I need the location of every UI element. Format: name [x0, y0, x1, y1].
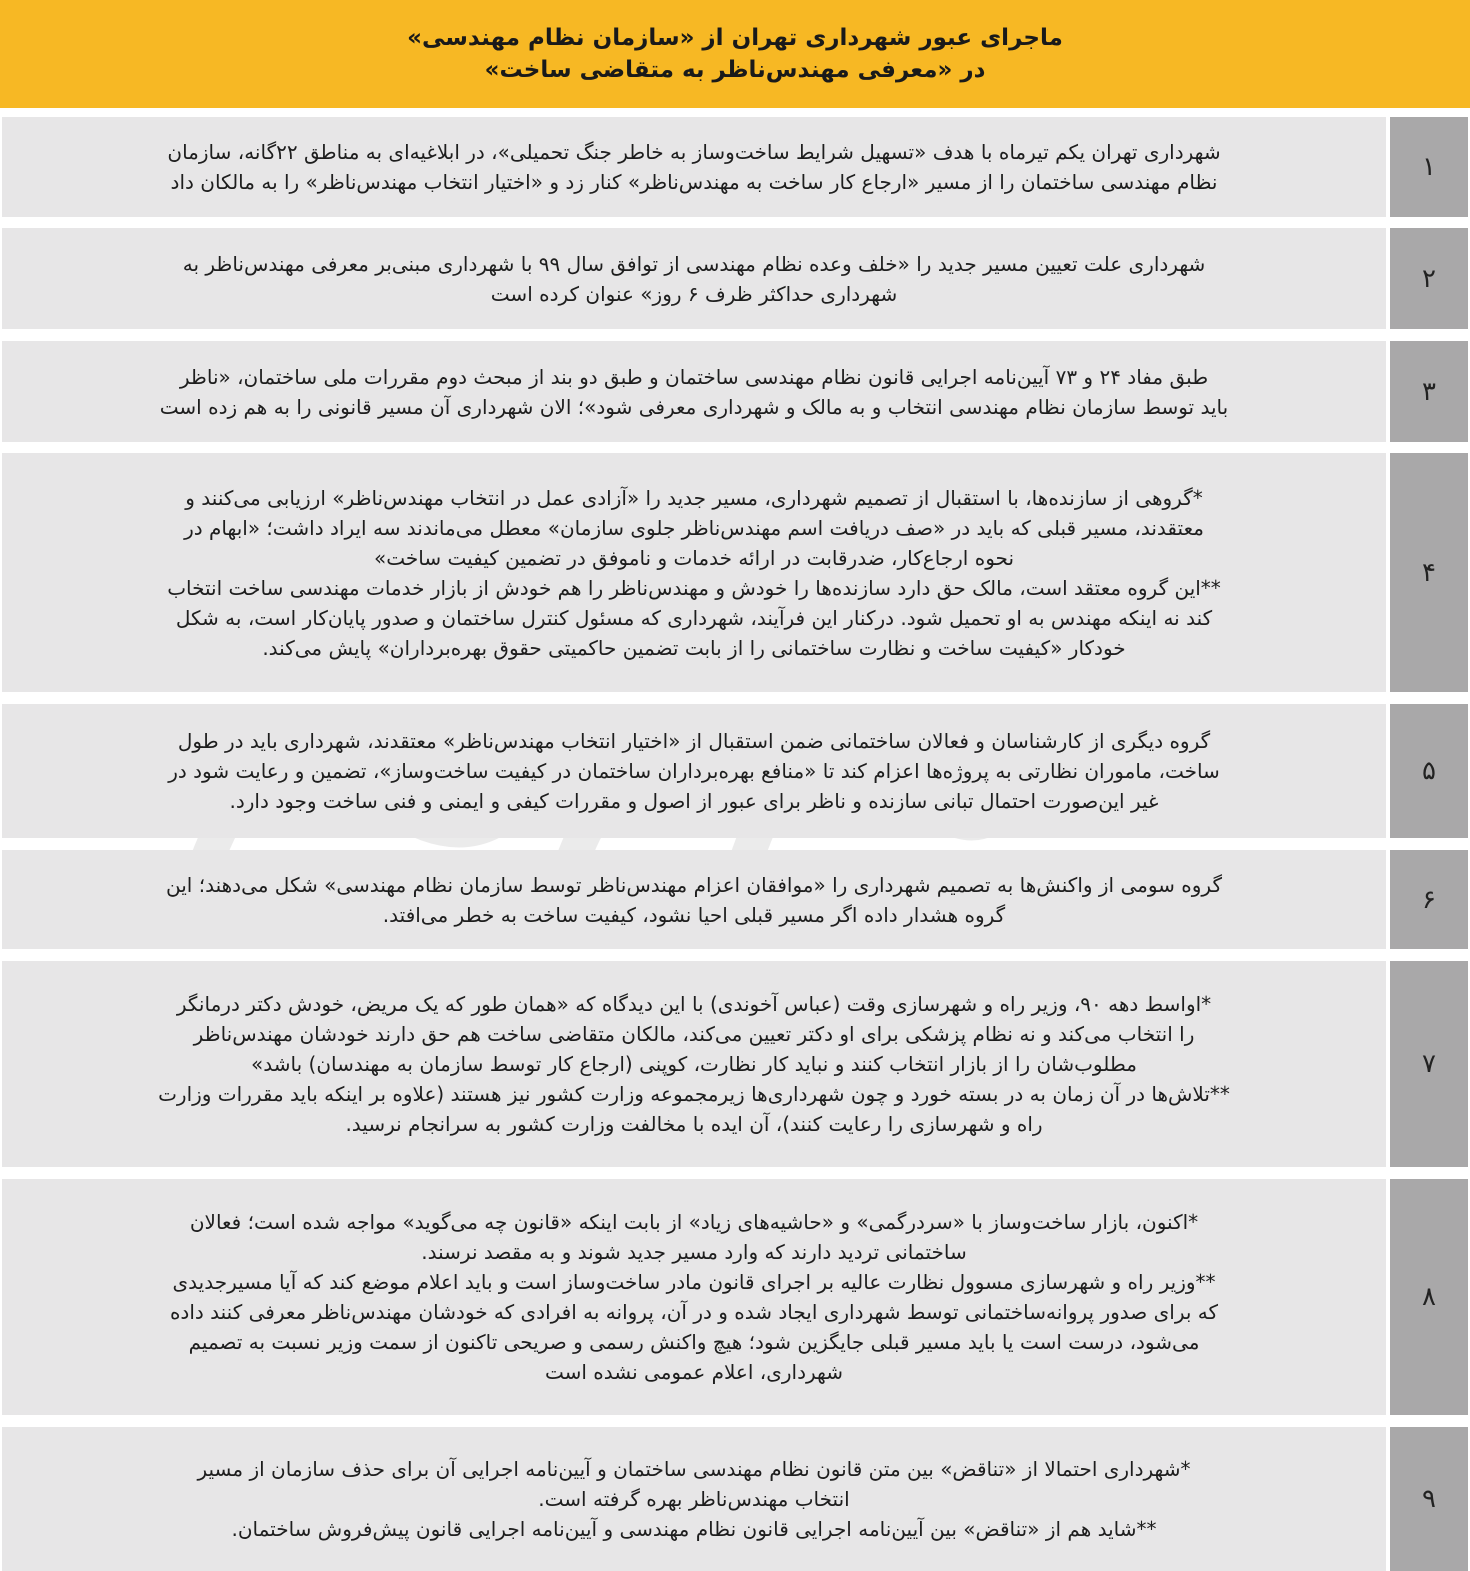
row-text-line: گروه سومی از واکنش‌ها به تصمیم شهرداری را «موافقان اعزام مهندس‌ناظر توسط سازمان نظام مهندسی» شکل می‌دهند؛ این — [166, 872, 1222, 897]
row-text — [2, 850, 1386, 949]
row-text-line: انتخاب مهندس‌ناظر بهره گرفته است. — [538, 1487, 850, 1511]
row-text-line: را انتخاب می‌کند و نه نظام پزشکی برای او دکتر تعیین می‌کند، مالکان متقاضی ساخت هم حق دارند خودشان مهندس‌ناظر — [193, 1022, 1195, 1046]
row-text-line: راه و شهرسازی را رعایت کنند)، آن ایده با مخالفت وزارت کشور به سرانجام نرسید. — [345, 1112, 1043, 1136]
row-text-line: باید توسط سازمان نظام مهندسی انتخاب و به مالک و شهرداری معرفی شود»؛ الان شهرداری آن مسیر قانونی را به هم زده است — [159, 394, 1229, 419]
row-text — [2, 1427, 1386, 1571]
row-text-line: شهرداری علت تعیین مسیر جدید را «خلف وعده نظام مهندسی از توافق سال ۹۹ با شهرداری مبنی‌بر معرفی مهندس‌ناظر به — [182, 251, 1206, 276]
row-text — [2, 117, 1386, 217]
row-text-line: که برای صدور پروانه‌ساختمانی توسط شهرداری ایجاد شده و در آن، پروانه به افرادی که خودشان مهندس‌ناظر معرفی کنند داده — [169, 1300, 1219, 1324]
row-text-line: خودکار «کیفیت ساخت و نظارت ساختمانی را از بابت تضمین حاکمیتی حقوق بهره‌برداران» پایش می‌کند. — [262, 635, 1126, 660]
row-text — [2, 961, 1386, 1167]
row-text-line: *اواسط دهه ۹۰، وزیر راه و شهرسازی وقت (عباس آخوندی) با این دیدگاه که «همان طور که یک مریض، خودش دکتر درمانگر — [176, 992, 1212, 1016]
row-text-line: *اکنون، بازار ساخت‌وساز با «سردرگمی» و «حاشیه‌های زیاد» از بابت اینکه «قانون چه می‌گوید» مواجه شده است؛ فعالان — [189, 1210, 1199, 1234]
row-number: ۴ — [1390, 453, 1468, 692]
row-number: ۳ — [1390, 341, 1468, 442]
row-text-line: **شاید هم از «تناقض» بین آیین‌نامه اجرایی قانون نظام مهندسی و آیین‌نامه اجرایی قانون پیش‌فروش ساختمان. — [231, 1517, 1157, 1541]
row-text-line: **تلاش‌ها در آن زمان به در بسته خورد و چون شهرداری‌ها زیرمجموعه وزارت کشور نیز هستند (علاوه بر اینکه باید مقررات وزارت — [158, 1082, 1230, 1106]
row-text-line: شهرداری حداکثر ظرف ۶ روز» عنوان کرده است — [490, 281, 898, 306]
table-row — [2, 228, 1468, 329]
table-row — [2, 1179, 1468, 1415]
row-number: ۲ — [1390, 228, 1468, 329]
row-text-line: می‌شود، درست است یا باید مسیر قبلی جایگزین شود؛ هیچ واکنش رسمی و صریحی تاکنون از سمت وزیر نسبت به تصمیم — [188, 1330, 1200, 1354]
row-text-line: معتقدند، مسیر قبلی که باید در «صف دریافت اسم مهندس‌ناظر جلوی سازمان» معطل می‌ماندند سه ایراد داشت؛ «ابهام در — [184, 515, 1204, 540]
row-text-line: شهرداری تهران یکم تیرماه با هدف «تسهیل شرایط ساخت‌وساز به خاطر جنگ تحمیلی»، در ابلاغیه‌ای به مناطق ۲۲گانه، سازمان — [167, 140, 1221, 164]
row-text-line: ساخت، ماموران نظارتی به پروژه‌ها اعزام کند تا «منافع بهره‌برداران ساختمان در کیفیت ساخت‌وساز»، تضمین و رعایت شود در — [168, 759, 1220, 783]
row-text-line: گروه هشدار داده اگر مسیر قبلی احیا نشود، کیفیت ساخت به خطر می‌افتد. — [382, 902, 1006, 927]
row-number: ۶ — [1390, 850, 1468, 949]
row-text — [2, 1179, 1386, 1415]
row-text-line: مطلوب‌شان را از بازار انتخاب کنند و نباید کار نظارت، کوپنی (ارجاع کار توسط سازمان به مهندسان) باشد» — [251, 1052, 1137, 1076]
row-text-line: غیر این‌صورت احتمال تبانی سازنده و ناظر برای عبور از اصول و مقررات کیفی و ایمنی و فنی ساخت وجود دارد. — [229, 789, 1159, 813]
row-number: ۹ — [1390, 1427, 1468, 1571]
table-row — [2, 453, 1468, 692]
row-text-line: ساختمانی تردید دارند که وارد مسیر جدید شوند و به مقصد نرسند. — [421, 1240, 967, 1264]
row-text — [2, 228, 1386, 329]
table-row — [2, 961, 1468, 1167]
page-title-line-2: در «معرفی مهندس‌ناظر به متقاضی ساخت» — [484, 57, 986, 83]
table-row — [2, 1427, 1468, 1571]
table-row — [2, 341, 1468, 442]
row-text-line: نظام مهندسی ساختمان را از مسیر «ارجاع کار ساخت به مهندس‌ناظر» کنار زد و «اختیار انتخاب مهندس‌ناظر» را به مالکان داد — [170, 170, 1218, 194]
table-row — [2, 117, 1468, 217]
row-text-line: گروه دیگری از کارشناسان و فعالان ساختمانی ضمن استقبال از «اختیار انتخاب مهندس‌ناظر» معتقدند، شهرداری باید در طول — [177, 729, 1211, 753]
row-text-line: شهرداری، اعلام عمومی نشده است — [544, 1360, 844, 1384]
row-text-line: کند نه اینکه مهندس به او تحمیل شود. درکنار این فرآیند، شهرداری که مسئول کنترل ساختمان و صدور پایان‌کار است، به شکل — [175, 605, 1213, 630]
row-text — [2, 341, 1386, 442]
row-text-line: *شهرداری احتمالا از «تناقض» بین متن قانون نظام مهندسی ساختمان و آیین‌نامه اجرایی آن برای حذف سازمان از مسیر — [197, 1457, 1191, 1481]
row-text — [2, 704, 1386, 838]
page-title-banner — [0, 0, 1470, 108]
row-text — [2, 453, 1386, 692]
row-number: ۱ — [1390, 117, 1468, 217]
page-title-line-1: ماجرای عبور شهرداری تهران از «سازمان نظام مهندسی» — [407, 25, 1063, 51]
row-text-line: **این گروه معتقد است، مالک حق دارد سازنده‌ها را خودش و مهندس‌ناظر را هم خودش از بازار خدمات مهندسی ساخت انتخاب — [167, 575, 1221, 600]
row-number: ۸ — [1390, 1179, 1468, 1415]
row-text-line: *گروهی از سازنده‌ها، با استقبال از تصمیم شهرداری، مسیر جدید را «آزادی عمل در انتخاب مهندس‌ناظر» ارزیابی می‌کنند و — [185, 485, 1203, 510]
row-number: ۷ — [1390, 961, 1468, 1167]
row-text-line: طبق مفاد ۲۴ و ۷۳ آیین‌نامه اجرایی قانون نظام مهندسی ساختمان و طبق دو بند از مبحث دوم مقررات ملی ساختمان، «ناظر — [179, 364, 1209, 389]
row-number: ۵ — [1390, 704, 1468, 838]
table-row — [2, 704, 1468, 838]
row-text-line: **وزیر راه و شهرسازی مسوول نظارت عالیه بر اجرای قانون مادر ساخت‌وساز است و باید اعلام موضع کند که آیا مسیرجدیدی — [172, 1270, 1216, 1294]
table-row — [2, 850, 1468, 949]
row-text-line: نحوه ارجاع‌کار، ضدرقابت در ارائه خدمات و ناموفق در تضمین کیفیت ساخت» — [374, 545, 1015, 570]
